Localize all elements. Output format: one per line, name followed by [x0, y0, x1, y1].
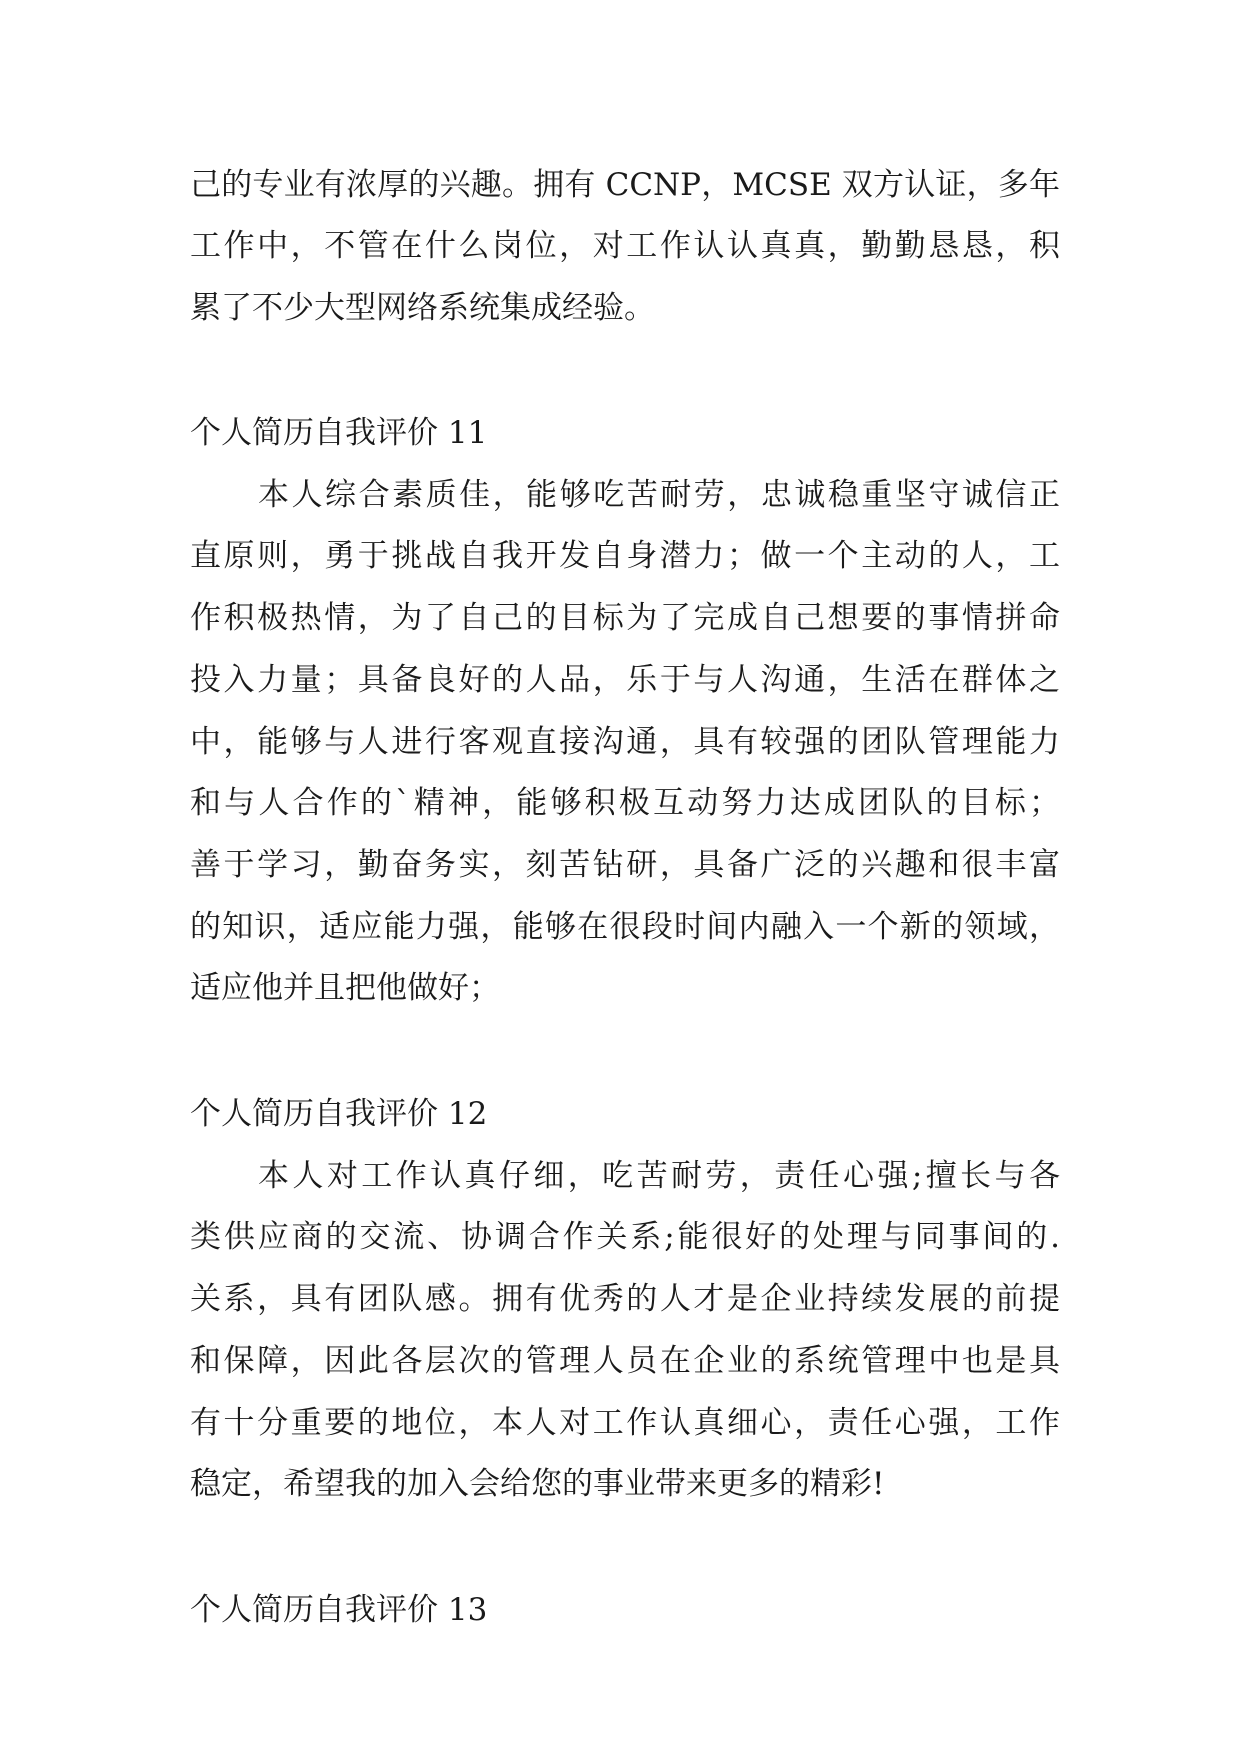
paragraph-line: 中，能够与人进行客观直接沟通，具有较强的团队管理能力: [190, 724, 1060, 760]
section-heading-13: 个人简历自我评价 13: [190, 1592, 488, 1628]
paragraph-line: 投入力量；具备良好的人品，乐于与人沟通，生活在群体之: [190, 662, 1060, 698]
paragraph-line: 和保障，因此各层次的管理人员在企业的系统管理中也是具: [190, 1343, 1060, 1379]
paragraph-line: 作积极热情，为了自己的目标为了完成自己想要的事情拼命: [190, 600, 1060, 636]
paragraph-line: 稳定，希望我的加入会给您的事业带来更多的精彩!: [190, 1466, 885, 1502]
paragraph-line: 本人对工作认真仔细，吃苦耐劳，责任心强;擅长与各: [258, 1158, 1060, 1194]
section-heading-12: 个人简历自我评价 12: [190, 1096, 488, 1132]
paragraph-line: 和与人合作的`精神，能够积极互动努力达成团队的目标；: [190, 785, 1060, 821]
paragraph-line: 的知识，适应能力强，能够在很段时间内融入一个新的领域，: [190, 909, 1060, 945]
paragraph-line: 关系，具有团队感。拥有优秀的人才是企业持续发展的前提: [190, 1281, 1060, 1317]
paragraph-line: 累了不少大型网络系统集成经验。: [190, 290, 655, 326]
paragraph-line: 类供应商的交流、协调合作关系;能很好的处理与同事间的.: [190, 1219, 1060, 1255]
section-heading-11: 个人简历自我评价 11: [190, 415, 488, 451]
paragraph-line: 直原则，勇于挑战自我开发自身潜力；做一个主动的人，工: [190, 538, 1060, 574]
paragraph-line: 己的专业有浓厚的兴趣。拥有 CCNP，MCSE 双方认证，多年: [190, 167, 1060, 203]
paragraph-line: 有十分重要的地位，本人对工作认真细心，责任心强，工作: [190, 1405, 1060, 1441]
paragraph-line: 适应他并且把他做好；: [190, 970, 500, 1006]
paragraph-line: 本人综合素质佳，能够吃苦耐劳，忠诚稳重坚守诚信正: [258, 477, 1060, 513]
paragraph-line: 善于学习，勤奋务实，刻苦钻研，具备广泛的兴趣和很丰富: [190, 847, 1060, 883]
paragraph-line: 工作中，不管在什么岗位，对工作认认真真，勤勤恳恳，积: [190, 228, 1060, 264]
